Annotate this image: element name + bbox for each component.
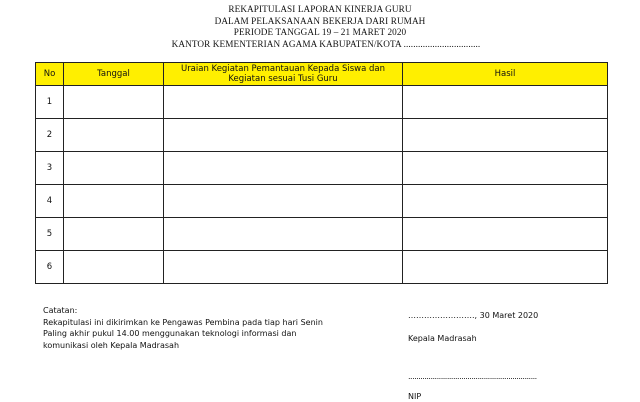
row-number: 5 xyxy=(36,218,64,251)
cell-hasil xyxy=(403,218,608,251)
signature-nip: NIP xyxy=(408,391,422,401)
row-number: 4 xyxy=(36,185,64,218)
cell-tanggal xyxy=(64,251,164,284)
cell-uraian xyxy=(164,152,403,185)
cell-tanggal xyxy=(64,218,164,251)
cell-uraian xyxy=(164,185,403,218)
row-number: 6 xyxy=(36,251,64,284)
table-row xyxy=(36,185,608,218)
table-row xyxy=(36,119,608,152)
cell-tanggal xyxy=(64,152,164,185)
signature-block xyxy=(408,305,538,402)
notes-section xyxy=(43,305,323,351)
column-header-hasil: Hasil xyxy=(403,63,608,86)
notes-line: Paling akhir pukul 14.00 menggunakan teknologi informasi dan xyxy=(43,329,297,339)
table-row xyxy=(36,251,608,284)
table-header-row xyxy=(36,63,608,86)
table-row xyxy=(36,152,608,185)
notes-line: Rekapitulasi ini dikirimkan ke Pengawas Pembina pada tiap hari Senin xyxy=(43,317,323,327)
recap-table xyxy=(35,62,608,284)
column-header-uraian-line1: Uraian Kegiatan Pemantauan Kepada Siswa dan xyxy=(180,64,386,74)
cell-hasil xyxy=(403,185,608,218)
cell-tanggal xyxy=(64,119,164,152)
cell-hasil xyxy=(403,86,608,119)
cell-uraian xyxy=(164,218,403,251)
column-header-uraian-line2: Kegiatan sesuai Tusi Guru xyxy=(228,74,338,84)
header-subtitle: DALAM PELAKSANAAN BEKERJA DARI RUMAH xyxy=(214,15,426,26)
cell-uraian xyxy=(164,119,403,152)
cell-tanggal xyxy=(64,185,164,218)
column-header-tanggal: Tanggal xyxy=(64,63,164,86)
cell-hasil xyxy=(403,119,608,152)
signature-date: ……………………., 30 Maret 2020 xyxy=(408,311,539,320)
signature-role: Kepala Madrasah xyxy=(408,333,477,343)
notes-title: Catatan: xyxy=(43,306,78,315)
cell-tanggal xyxy=(64,86,164,119)
notes-line: komunikasi oleh Kepala Madrasah xyxy=(43,340,180,350)
row-number: 2 xyxy=(36,119,64,152)
cell-hasil xyxy=(403,152,608,185)
signature-name-line: ............................................................... xyxy=(408,372,537,382)
cell-uraian xyxy=(164,251,403,284)
row-number: 3 xyxy=(36,152,64,185)
cell-uraian xyxy=(164,86,403,119)
cell-hasil xyxy=(403,251,608,284)
table-row xyxy=(36,86,608,119)
document-header xyxy=(0,4,640,50)
column-header-uraian xyxy=(164,63,403,86)
column-header-no: No xyxy=(36,63,64,86)
table-row xyxy=(36,218,608,251)
header-title: REKAPITULASI LAPORAN KINERJA GURU xyxy=(228,4,412,14)
header-period: PERIODE TANGGAL 19 – 21 MARET 2020 xyxy=(233,27,407,37)
header-office: KANTOR KEMENTERIAN AGAMA KABUPATEN/KOTA ................................ xyxy=(171,38,481,49)
row-number: 1 xyxy=(36,86,64,119)
